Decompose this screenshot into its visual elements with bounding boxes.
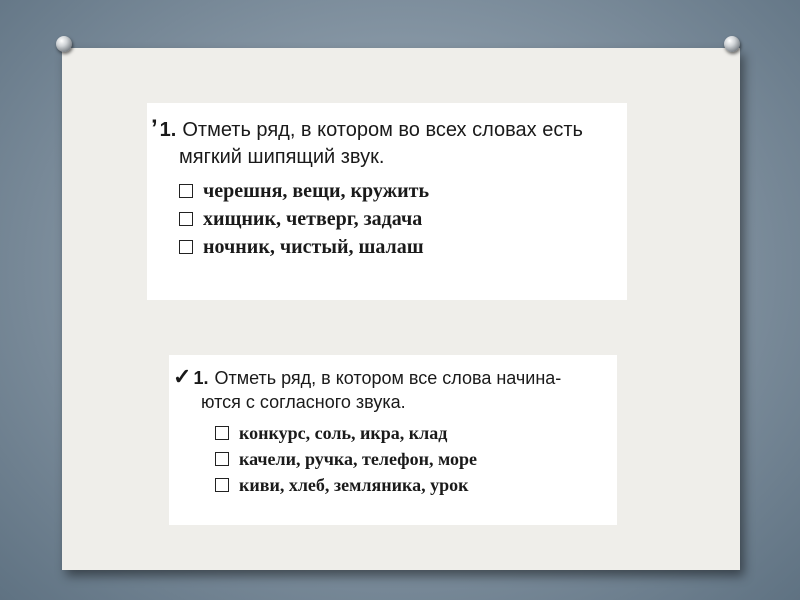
- pushpin-right-icon: [724, 36, 740, 52]
- exercise-1-prompt-line1: Отметь ряд, в котором во всех словах есть: [182, 119, 583, 141]
- exercise-1-prompt-line2: мягкий шипящий звук.: [179, 146, 385, 168]
- exercise-2-prompt-line1: Отметь ряд, в котором все слова начина-: [214, 368, 562, 388]
- exercise-1-option-2[interactable]: [151, 205, 623, 233]
- exercise-2-option-3[interactable]: [173, 472, 613, 498]
- exercise-2-options: [173, 420, 613, 498]
- option-label: качели, ручка, телефон, море: [239, 449, 477, 469]
- exercise-1-marker: ’: [151, 115, 158, 142]
- exercise-1: [151, 115, 623, 261]
- checkbox-icon[interactable]: [179, 212, 193, 226]
- pushpin-left-icon: [56, 36, 72, 52]
- exercise-2-prompt: [173, 365, 613, 414]
- checkbox-icon[interactable]: [179, 184, 193, 198]
- exercise-1-option-3[interactable]: [151, 233, 623, 261]
- option-label: конкурс, соль, икра, клад: [239, 423, 448, 443]
- checkbox-icon[interactable]: [215, 478, 229, 492]
- checkbox-icon[interactable]: [179, 240, 193, 254]
- exercise-2-prompt-line2: ются с согласного звука.: [201, 392, 406, 412]
- option-label: хищник, четверг, задача: [203, 208, 423, 230]
- exercise-1-number: 1.: [159, 119, 177, 141]
- checkbox-icon[interactable]: [215, 426, 229, 440]
- exercise-2-option-2[interactable]: [173, 446, 613, 472]
- exercise-2-option-1[interactable]: [173, 420, 613, 446]
- exercise-card-1: [147, 103, 627, 300]
- exercise-1-prompt: [151, 115, 623, 171]
- exercise-1-option-1[interactable]: [151, 177, 623, 205]
- option-label: черешня, вещи, кружить: [203, 180, 430, 202]
- exercise-2: [173, 365, 613, 498]
- exercise-card-2: [169, 355, 617, 525]
- option-label: киви, хлеб, земляника, урок: [239, 475, 469, 495]
- checkbox-icon[interactable]: [215, 452, 229, 466]
- option-label: ночник, чистый, шалаш: [203, 236, 424, 258]
- exercise-2-checkmark-icon: ✓: [173, 364, 192, 389]
- exercise-2-number: 1.: [193, 368, 209, 388]
- exercise-1-options: [151, 177, 623, 261]
